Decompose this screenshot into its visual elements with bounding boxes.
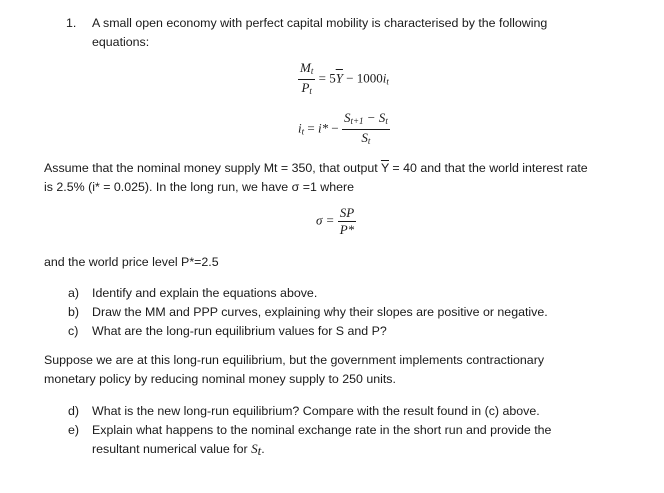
eq2-minus: − <box>328 120 342 136</box>
eq2-eq: = <box>304 120 318 136</box>
para1-text-b: = 40 and that the world interest rate <box>388 161 588 175</box>
eq2-num-sub: t+1 <box>350 116 364 126</box>
item-e-s: S <box>251 441 258 456</box>
list-item-label: e) <box>68 423 80 437</box>
item-e-text: resultant numerical value for <box>92 442 252 456</box>
eq2-lhs-sub: t <box>301 126 305 137</box>
para1-text-a: Assume that the nominal money supply Mt = 350, that output <box>44 161 381 175</box>
eq1-den-sub: t <box>309 86 312 96</box>
eq2-den-s: S <box>361 130 368 145</box>
list-item-label: a) <box>68 286 80 300</box>
list-item: Explain what happens to the nominal exchange rate in the short run and provide the <box>92 423 552 437</box>
fraction-exchange-rate-change <box>342 110 390 149</box>
list-item: Draw the MM and PPP curves, explaining why their slopes are positive or negative. <box>92 305 548 319</box>
fraction-m-over-p <box>298 60 315 99</box>
eq1-num-sub: t <box>310 66 314 76</box>
paragraph-policy-line-2: monetary policy by reducing nominal money supply to 250 units. <box>44 372 396 386</box>
question-text-line-1: A small open economy with perfect capital mobility is characterised by the following <box>92 16 548 30</box>
eq2-istar: i* <box>317 120 329 136</box>
eq1-den-p: P <box>301 80 310 95</box>
paragraph-assumptions-line-1 <box>44 159 588 177</box>
eq2-num-mid: − S <box>363 110 386 125</box>
eq1-num-m: M <box>300 60 311 75</box>
item-e-sub: t <box>257 443 262 458</box>
equation-real-exchange-rate <box>316 205 356 238</box>
eq2-den-sub: t <box>367 136 371 146</box>
eq2-num-sub2: t <box>385 116 388 126</box>
list-item-label: d) <box>68 404 80 418</box>
question-number: 1. <box>66 16 77 30</box>
para1-ybar: $\overline{Y}$ <box>380 161 389 175</box>
eq1-rhs-a: = 5 <box>318 70 336 86</box>
eq3-lhs: σ = <box>316 212 335 228</box>
list-item: Identify and explain the equations above. <box>92 286 318 300</box>
eq3-den: P* <box>339 222 355 237</box>
paragraph-assumptions-line-2: is 2.5% (i* = 0.025). In the long run, we have σ =1 where <box>44 180 355 194</box>
equation-money-demand <box>298 60 389 99</box>
fraction-sp-over-pstar <box>338 205 356 238</box>
list-item: What are the long-run equilibrium values for S and P? <box>92 324 387 338</box>
list-item: What is the new long-run equilibrium? Compare with the result found in (c) above. <box>92 404 540 418</box>
question-text-line-2: equations: <box>92 35 150 49</box>
equation-interest-parity <box>298 110 390 149</box>
eq3-num: SP <box>339 205 355 220</box>
paragraph-policy-line-1: Suppose we are at this long-run equilibrium, but the government implements contractionary <box>44 353 545 367</box>
eq1-rhs-ybar: $\overline{Y}$ <box>335 70 343 86</box>
list-item-label: b) <box>68 305 80 319</box>
paragraph-world-price: and the world price level P*=2.5 <box>44 255 219 269</box>
eq1-rhs-b: − 1000 <box>342 70 383 86</box>
eq2-num-s: S <box>343 110 351 125</box>
item-e-end: . <box>261 442 265 456</box>
list-item-label: c) <box>68 324 79 338</box>
eq1-rhs-i: i <box>382 70 387 86</box>
eq2-lhs-i: i <box>298 120 302 136</box>
eq1-rhs-isub: t <box>386 76 389 87</box>
list-item-continuation <box>92 440 265 460</box>
